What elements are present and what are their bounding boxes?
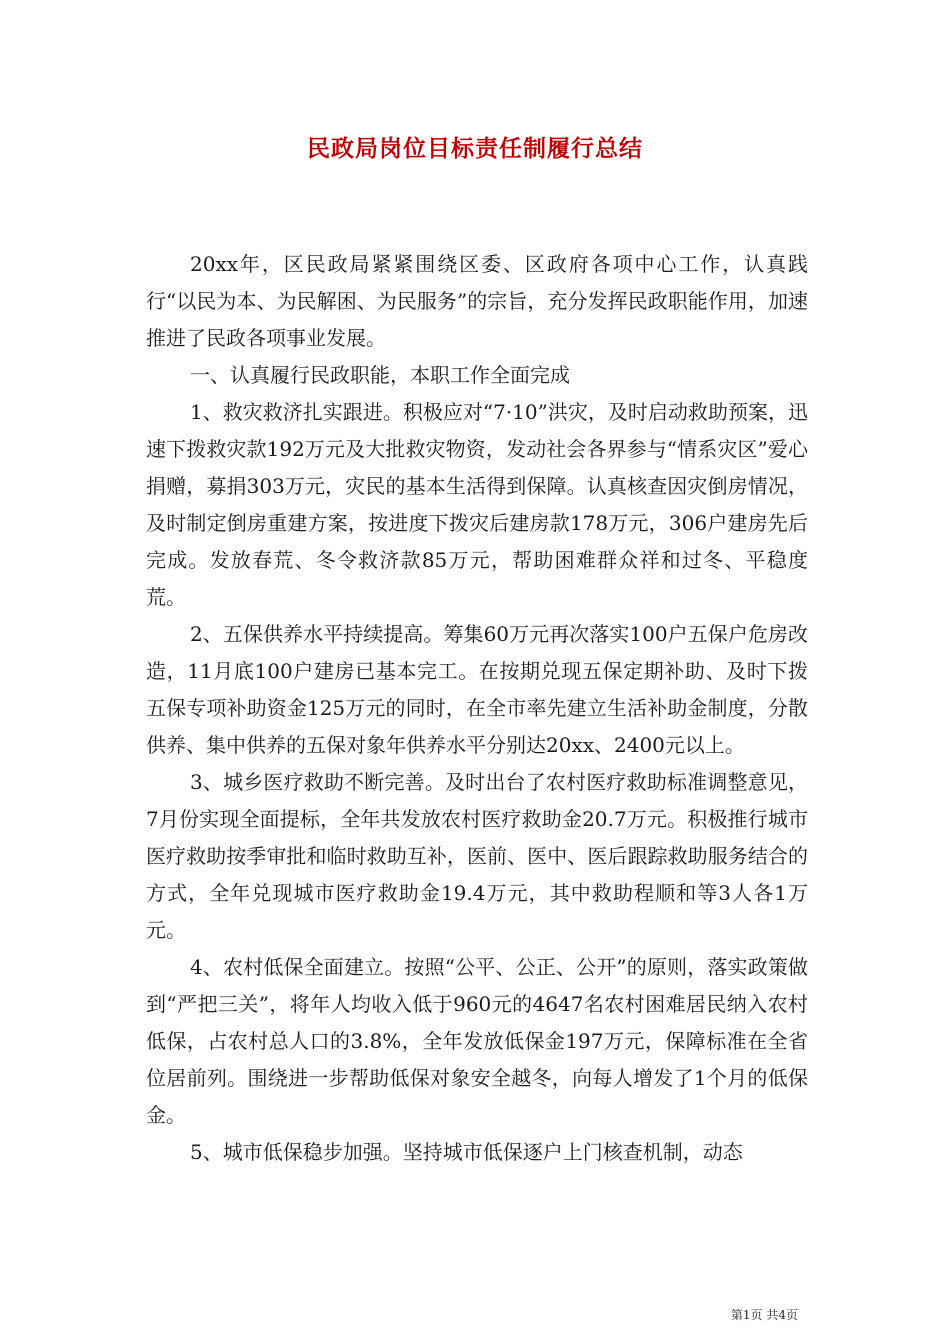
section-heading: 一、认真履行民政职能，本职工作全面完成 [190,363,570,387]
paragraph-item-2: 2、五保供养水平持续提高。筹集60万元再次落实100户五保户危房改造，11月底100户建房已基本完工。在按期兑现五保定期补助、及时下拨五保专项补助资金125万元的同时，在全市率先建立生活补助金制度，分散供养、集中供养的五保对象年供养水平分别达20xx、2400元以上。 [146,622,808,757]
paragraph-item-3: 3、城乡医疗救助不断完善。及时出台了农村医疗救助标准调整意见，7月份实现全面提标，全年共发放农村医疗救助金20.7万元。积极推行城市医疗救助按季审批和临时救助互补，医前、医中、医后跟踪救助服务结合的方式，全年兑现城市医疗救助金19.4万元，其中救助程顺和等3人各1万元。 [146,770,808,942]
paragraph-item-4: 4、农村低保全面建立。按照“公平、公正、公开”的原则，落实政策做到“严把三关”，将年人均收入低于960元的4647名农村困难居民纳入农村低保，占农村总人口的3.8%，全年发放低保金197万元，保障标准在全省位居前列。围绕进一步帮助低保对象安全越冬，向每人增发了1个月的低保金。 [146,955,808,1127]
paragraph-intro: 20xx年，区民政局紧紧围绕区委、区政府各项中心工作，认真践行“以民为本、为民解困、为民服务”的宗旨，充分发挥民政职能作用，加速推进了民政各项事业发展。 [146,252,808,350]
document-title: 民政局岗位目标责任制履行总结 [307,135,643,162]
page-number-footer: 第1页 共4页 [730,1308,798,1322]
document-body [146,246,808,1171]
paragraph-item-5: 5、城市低保稳步加强。坚持城市低保逐户上门核查机制，动态 [190,1140,743,1164]
paragraph-item-1: 1、救灾救济扎实跟进。积极应对“7·10”洪灾，及时启动救助预案，迅速下拨救灾款192万元及大批救灾物资，发动社会各界参与“情系灾区”爱心捐赠，募捐303万元，灾民的基本生活得到保障。认真核查因灾倒房情况，及时制定倒房重建方案，按进度下拨灾后建房款178万元，306户建房先后完成。发放春荒、冬令救济款85万元，帮助困难群众祥和过冬、平稳度荒。 [146,400,808,609]
